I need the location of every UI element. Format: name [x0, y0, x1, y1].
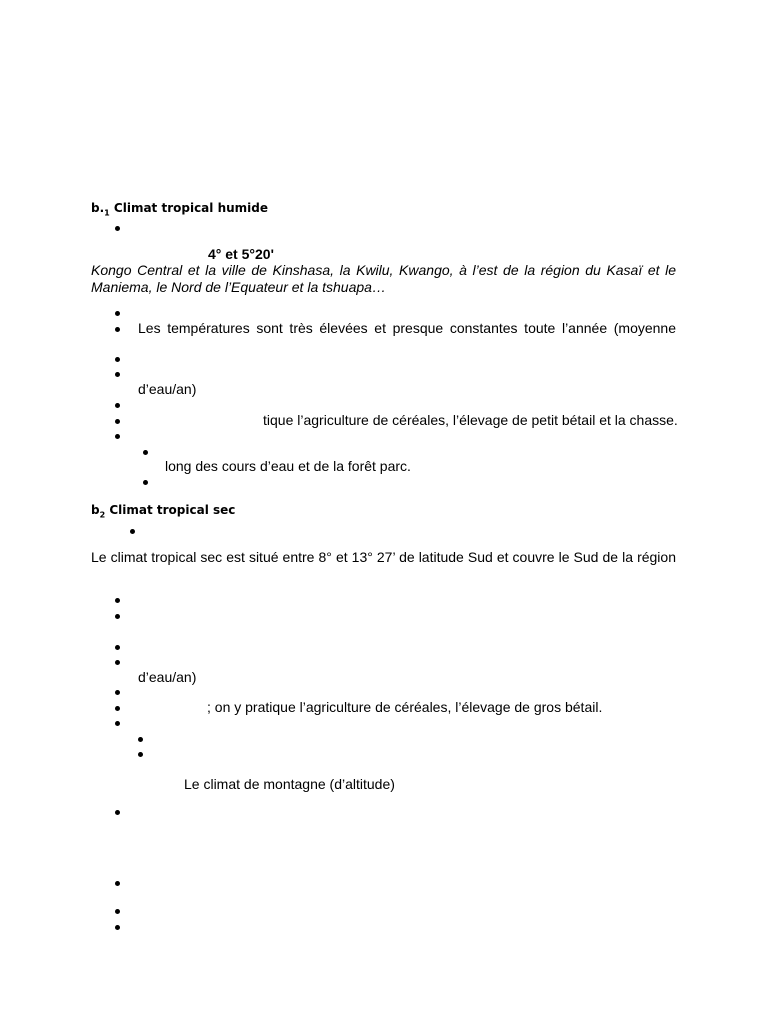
forest-text: long des cours d’eau et de la forêt parc. — [165, 458, 411, 474]
bullet — [115, 419, 120, 424]
bullet — [143, 480, 148, 485]
bullet — [115, 721, 120, 726]
bullet — [115, 226, 120, 231]
section-b2-heading: $b_2$ Climat tropical sec — [91, 503, 236, 520]
bullet — [115, 614, 120, 619]
bullet — [138, 737, 143, 742]
bullet — [115, 434, 120, 439]
regions-paragraph: Kongo Central et la ville de Kinshasa, la Kwilu, Kwango, à l’est de la région du Kasaï et le Maniema, le Nord de l’Equateur et la tshuapa… — [91, 262, 676, 295]
rain-unit-text: d’eau/an) — [138, 669, 197, 685]
bullet — [115, 311, 120, 316]
temperatures-text: Les températures sont très élevées et presque constantes toute l’année (moyenne — [138, 320, 676, 336]
latitude-range: 4° et 5°20' — [208, 246, 274, 262]
bullet — [115, 660, 120, 665]
rain-unit-text: d’eau/an) — [138, 381, 197, 397]
bullet — [115, 881, 120, 886]
mountain-climate-heading: Le climat de montagne (d’altitude) — [184, 776, 395, 792]
bullet — [115, 327, 120, 332]
bullet — [115, 357, 120, 362]
bullet — [115, 372, 120, 377]
bullet — [115, 690, 120, 695]
bullet — [130, 529, 135, 534]
bullet — [115, 810, 120, 815]
bullet — [115, 645, 120, 650]
bullet — [138, 752, 143, 757]
agriculture-text: ; on y pratique l’agriculture de céréales, l’élevage de gros bétail. — [207, 699, 603, 715]
bullet — [115, 925, 120, 930]
bullet — [143, 450, 148, 455]
bullet — [115, 403, 120, 408]
tropical-sec-intro: Le climat tropical sec est situé entre 8° et 13° 27’ de latitude Sud et couvre le Sud de la région — [91, 549, 676, 565]
bullet — [115, 909, 120, 914]
bullet — [115, 598, 120, 603]
section-b1-heading: $b._1$ Climat tropical humide — [91, 201, 268, 218]
bullet — [115, 706, 120, 711]
agriculture-text: tique l’agriculture de céréales, l’élevage de petit bétail et la chasse. — [263, 412, 678, 428]
